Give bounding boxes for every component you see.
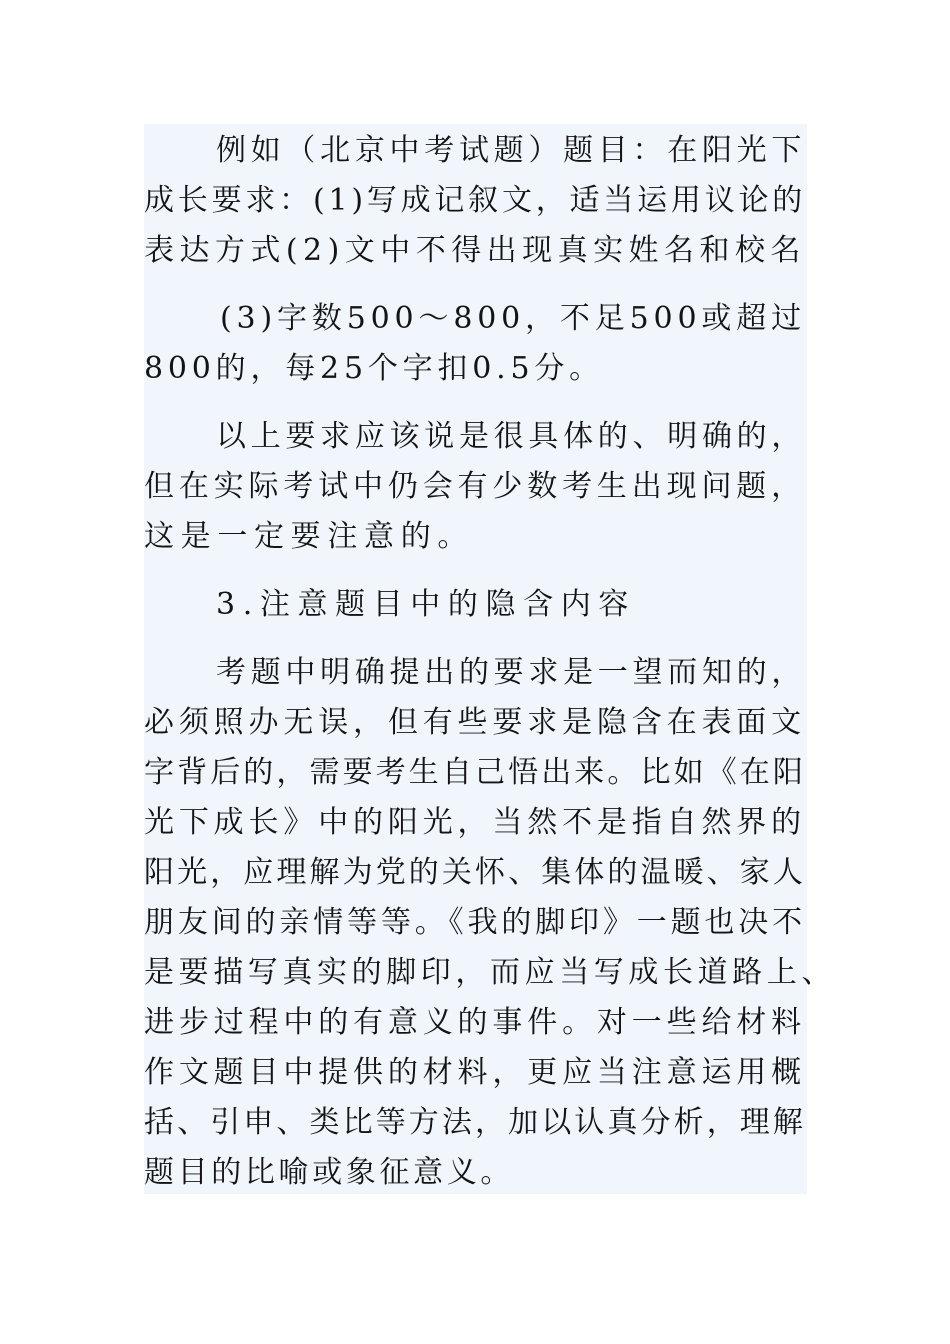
text-line: 成长要求：(1)写成记叙文，适当运用议论的 bbox=[144, 183, 807, 218]
text-line: 这是一定要注意的。 bbox=[144, 519, 475, 554]
text-line: 括、引申、类比等方法，加以认真分析，理解 bbox=[144, 1105, 806, 1140]
text-line: 考题中明确提出的要求是一望而知的， bbox=[216, 655, 807, 690]
text-line: 例如（北京中考试题）题目：在阳光下 bbox=[216, 133, 807, 168]
text-line: 是要描写真实的脚印，而应当写成长道路上、 bbox=[144, 955, 836, 990]
text-line: 朋友间的亲情等等。《我的脚印》一题也决不 bbox=[144, 905, 806, 940]
text-line: 作文题目中提供的材料，更应当注意运用概 bbox=[144, 1055, 806, 1090]
text-line: 阳光，应理解为党的关怀、集体的温暖、家人 bbox=[144, 855, 806, 890]
text-line: 表达方式(2)文中不得出现真实姓名和校名 bbox=[144, 233, 806, 268]
text-line: 但在实际考试中仍会有少数考生出现问题， bbox=[144, 469, 806, 504]
text-line: 题目的比喻或象征意义。 bbox=[144, 1155, 515, 1190]
text-line: 以上要求应该说是很具体的、明确的， bbox=[216, 419, 807, 454]
text-line: 字背后的，需要考生自己悟出来。比如《在阳 bbox=[144, 755, 806, 790]
text-line: (3)字数500～800，不足500或超过 bbox=[220, 301, 806, 336]
text-line: 必须照办无误，但有些要求是隐含在表面文 bbox=[144, 705, 806, 740]
text-line: 进步过程中的有意义的事件。对一些给材料 bbox=[144, 1005, 806, 1040]
text-line: 800的，每25个字扣0.5分。 bbox=[144, 351, 604, 386]
text-line: 光下成长》中的阳光，当然不是指自然界的 bbox=[144, 805, 806, 840]
section-heading: 3.注意题目中的隐含内容 bbox=[216, 587, 636, 622]
